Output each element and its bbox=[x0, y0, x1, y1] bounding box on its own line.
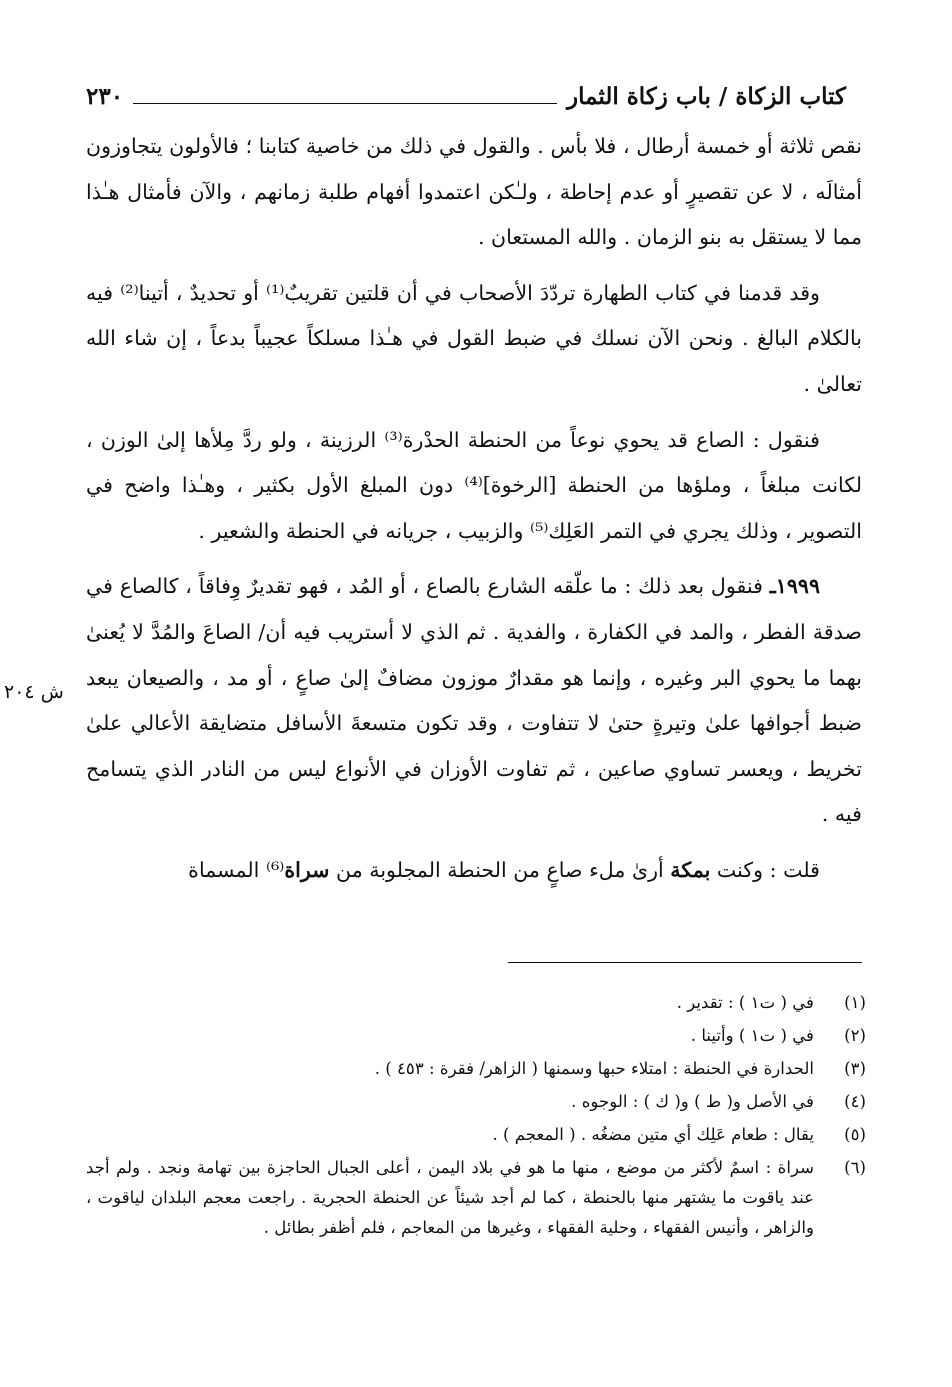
footnote-text: سراة : اسمٌ لأكثر من موضع ، منها ما هو في بلاد اليمن ، أعلى الجبال الحاجزة بين تهامة ونجد . ولم أجد عند ياقوت ما يشتهر منها بالحنطة ، كما لم أجد شيئاً عن الحنطة الحجرية . راجعت معجم البلدان لياقوت ، والزاهر ، وأنيس الفقهاء ، وحلية الفقهاء ، وغيرها من المعاجم ، فلم أظفر بطائل . bbox=[86, 1158, 814, 1237]
main-text bbox=[86, 124, 862, 904]
footnote bbox=[86, 988, 866, 1018]
last-paragraph bbox=[86, 848, 862, 894]
paragraph-3: فنقول : الصاع قد يحوي نوعاً من الحنطة الحدْرة⁽³⁾ الرزينة ، ولو ردَّ مِلأها إلىٰ الوزن ، لكانت مبلغاً ، وملؤها من الحنطة [الرخوة]⁽⁴⁾ دون المبلغ الأول بكثير ، وهـٰذا واضح في التصوير ، وذلك يجري في التمر العَلِك⁽⁵⁾ والزبيب ، جريانه في الحنطة والشعير . bbox=[86, 427, 862, 543]
place-name-makkah: بمكة bbox=[670, 857, 711, 882]
footnotes bbox=[86, 988, 866, 1246]
last-paragraph-part-1: قلت : وكنت bbox=[710, 857, 820, 882]
footnote-number: (٣) bbox=[844, 1059, 866, 1078]
last-paragraph-part-2: أرىٰ ملء صاعٍ من الحنطة المجلوبة من bbox=[329, 857, 671, 882]
footnote-number: (٦) bbox=[844, 1158, 866, 1177]
footnote-text: يقال : طعام عَلِك أي متين مضغُه . ( المعجم ) . bbox=[492, 1125, 814, 1144]
footnote bbox=[86, 1087, 866, 1117]
paragraph-2: وقد قدمنا في كتاب الطهارة تردّدَ الأصحاب في أن قلتين تقريبٌ⁽¹⁾ أو تحديدٌ ، أتينا⁽²⁾ فيه بالكلام البالغ . ونحن الآن نسلك في ضبط القول في هـٰذا مسلكاً عجيباً بدعاً ، إن شاء الله تعالىٰ . bbox=[86, 280, 862, 396]
place-name-sarat: سراة bbox=[284, 857, 330, 882]
running-header-title: كتاب الزكاة / باب زكاة الثمار bbox=[566, 82, 846, 110]
footnote-text: الحدارة في الحنطة : امتلاء حبها وسمنها ( الزاهر/ فقرة : ٤٥٣ ) . bbox=[374, 1059, 814, 1078]
paragraph-1: نقص ثلاثة أو خمسة أرطال ، فلا بأس . والقول في ذلك من خاصية كتابنا ؛ فالأولون يتجاوزون أمثالَه ، لا عن تقصيرٍ أو عدم إحاطة ، ولـٰكن اعتمدوا أفهام طلبة زمانهم ، والآن فأمثال هـٰذا مما لا يستقل به بنو الزمان . والله المستعان . bbox=[86, 134, 862, 250]
last-paragraph-part-3: ⁽⁶⁾ المسماة bbox=[188, 857, 285, 882]
footnote-number: (١) bbox=[844, 993, 866, 1012]
footnote bbox=[86, 1021, 866, 1051]
header-rule bbox=[133, 89, 557, 104]
footnote-text: في ( ت١ ) وأتينا . bbox=[690, 1026, 814, 1045]
numbered-paragraph-text: فنقول بعد ذلك : ما علّقه الشارع بالصاع ، أو المُد ، فهو تقديرٌ وِفاقاً ، كالصاع في صدقة الفطر ، والمد في الكفارة ، والفدية . ثم الذي لا أستريب فيه أن/ الصاعَ والمُدَّ لا يُعنىٰ بهما ما يحوي البر وغيره ، وإنما هو مقدارٌ موزون مضافٌ إلىٰ صاعٍ ، أو مد ، والصيعان يبعد ضبط أجوافها علىٰ وتيرةٍ حتىٰ لا تتفاوت ، وقد تكون متسعةَ الأسافل متضايقة الأعالي علىٰ تخريط ، ويعسر تساوي صاعين ، ثم تفاوت الأوزان في الأنواع ليس من النادر الذي يتسامح فيه . bbox=[86, 574, 862, 827]
footnote bbox=[86, 1054, 866, 1084]
footnote bbox=[86, 1153, 866, 1243]
footnote-text: في الأصل و( ط ) و( ك ) : الوجوه . bbox=[571, 1092, 814, 1111]
margin-manuscript-reference: ش ٢٠٤ bbox=[4, 681, 64, 703]
footnote-number: (٤) bbox=[844, 1092, 866, 1111]
footnote-number: (٢) bbox=[844, 1026, 866, 1045]
footnote-text: في ( ت١ ) : تقدير . bbox=[676, 993, 814, 1012]
footnote-number: (٥) bbox=[844, 1125, 866, 1144]
page-number: ٢٣٠ bbox=[86, 82, 124, 110]
paragraph-number: ١٩٩٩ـ bbox=[769, 574, 821, 599]
footnote bbox=[86, 1120, 866, 1150]
numbered-paragraph bbox=[86, 564, 862, 838]
footnote-separator bbox=[508, 962, 862, 963]
running-header bbox=[86, 76, 846, 116]
